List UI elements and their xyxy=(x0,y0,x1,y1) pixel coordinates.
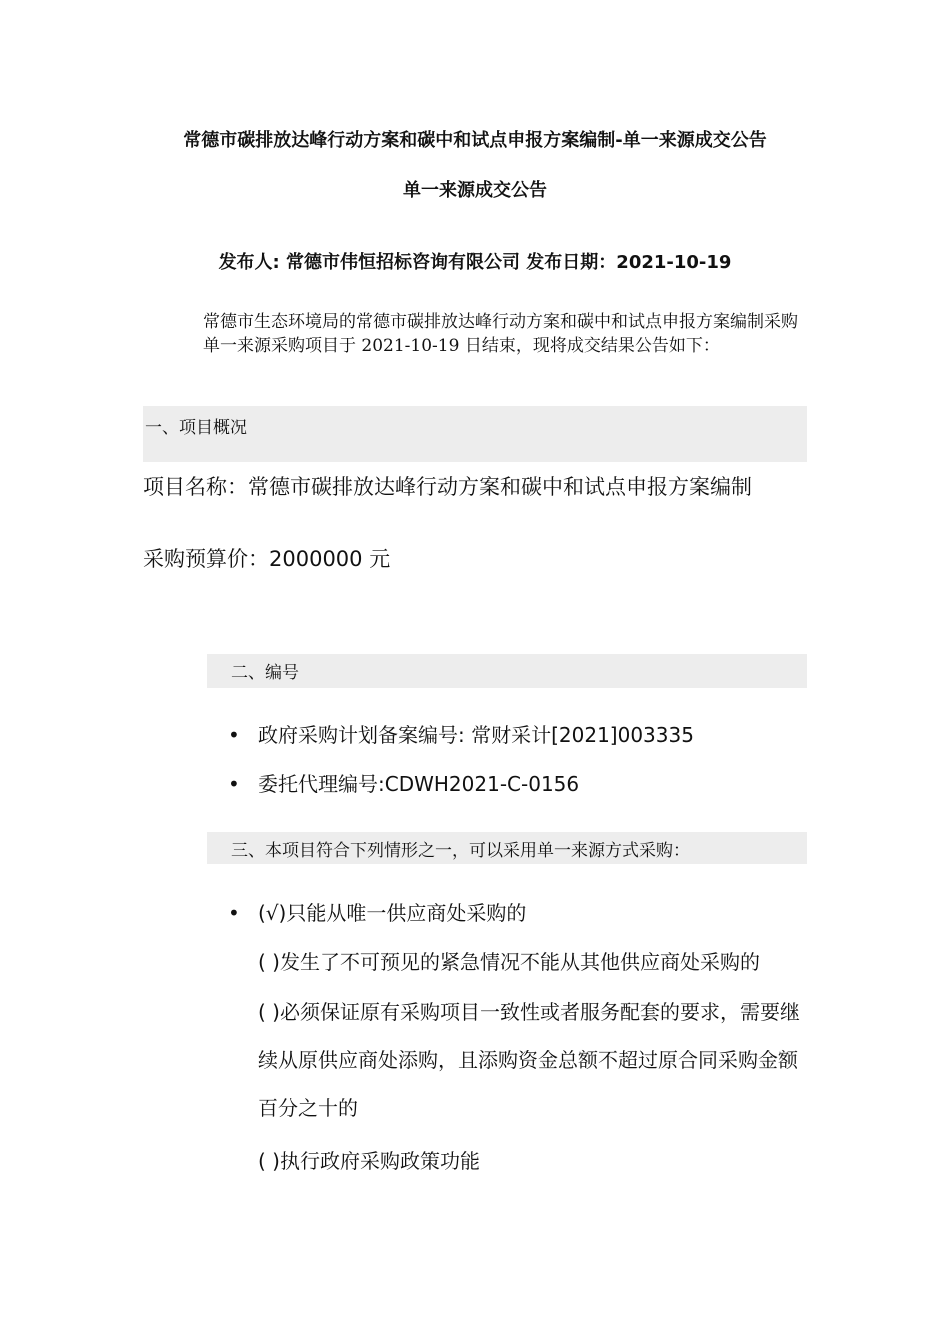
condition-option-4: ( )执行政府采购政策功能 xyxy=(258,1149,480,1173)
condition-option-1: (√)只能从唯一供应商处采购的 xyxy=(258,901,527,925)
bullet-icon: • xyxy=(228,772,240,796)
list-item-agent-number: 委托代理编号:CDWH2021-C-0156 xyxy=(258,772,580,796)
publisher-date-line: 发布人: 常德市伟恒招标咨询有限公司 发布日期：2021-10-19 xyxy=(218,252,732,273)
section-heading-conditions: 三、本项目符合下列情形之一，可以采用单一来源方式采购： xyxy=(207,832,807,864)
bullet-icon: • xyxy=(228,901,240,925)
document-subtitle: 单一来源成交公告 xyxy=(403,180,547,201)
condition-option-3: ( )必须保证原有采购项目一致性或者服务配套的要求，需要继续从原供应商处添购，且添购资金总额不超过原合同采购金额百分之十的 xyxy=(258,1000,800,1120)
bullet-icon: • xyxy=(228,723,240,747)
project-name: 项目名称：常德市碳排放达峰行动方案和碳中和试点申报方案编制 xyxy=(143,475,752,499)
document-title: 常德市碳排放达峰行动方案和碳中和试点申报方案编制-单一来源成交公告 xyxy=(183,130,767,151)
procurement-budget: 采购预算价：2000000 元 xyxy=(143,547,391,571)
condition-option-2: ( )发生了不可预见的紧急情况不能从其他供应商处采购的 xyxy=(258,950,760,974)
list-item-plan-number: 政府采购计划备案编号: 常财采计[2021]003335 xyxy=(258,723,694,747)
section-heading-overview: 一、项目概况 xyxy=(143,406,807,462)
section-heading-numbers: 二、编号 xyxy=(207,654,807,688)
intro-paragraph: 常德市生态环境局的常德市碳排放达峰行动方案和碳中和试点申报方案编制采购单一来源采购项目于 2021-10-19 日结束，现将成交结果公告如下： xyxy=(203,312,798,356)
